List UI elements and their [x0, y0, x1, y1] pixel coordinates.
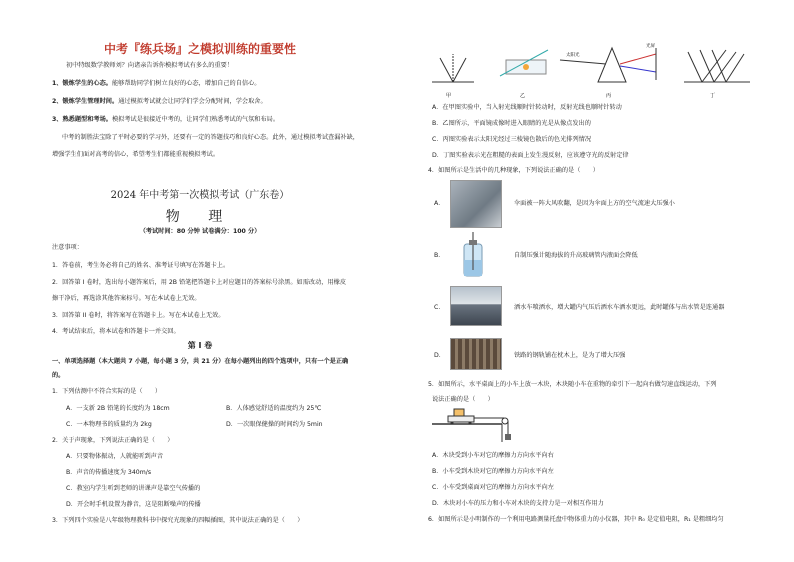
intro-line: 初中特级数学教师刘？向诸亲告诉你模拟考试有多么的重要！: [66, 62, 234, 69]
q5-option-a: A．木块受到小车对它的摩擦力方向水平向右: [432, 452, 554, 459]
exam-meta: （考试时间：80 分钟 试卷满分：100 分）: [139, 228, 261, 235]
figure-yi: [500, 50, 548, 76]
label-bing: 丙: [606, 93, 612, 99]
q3-option-a: A．在甲图实验中，当入射光线顺时针转动时，反射光线也顺时针转动: [432, 104, 622, 111]
q2-option-a: A．只要物体振动，人就能听到声音: [66, 453, 164, 460]
q3-option-b: B．乙图所示，平面镜成像时进入眼睛的光是从像点发出的: [432, 120, 591, 127]
label-ding: 丁: [710, 93, 716, 99]
q4-option-a-letter: A．: [434, 200, 445, 207]
sprinkler-truck-photo: [450, 286, 502, 326]
figure-ding: [684, 50, 750, 82]
pressure-bottle-figure: [458, 230, 488, 280]
figure-jia: [432, 54, 474, 82]
q2-option-b: B．声音的传播速度为 340m/s: [66, 469, 152, 476]
q3-option-c: C．丙图实验表示太阳光经过三棱镜色散后的色光排列情况: [432, 136, 592, 143]
section-heading: 一、单项选择题（本大题共 7 小题，每小题 3 分，共 21 分）在每小题列出的四个选项中，只有一个是正确: [52, 358, 349, 365]
label-screen: 光屏: [646, 44, 655, 49]
q5-option-d: D．木块对小车的压力和小车对木块的支持力是一对相互作用力: [432, 500, 604, 507]
q1-option-a: A．一支新 2B 铅笔的长度约为 18cm: [66, 405, 170, 412]
question-5-cont: 说法正确的是（ ）: [432, 396, 494, 403]
label-jia: 甲: [446, 93, 452, 99]
q4-option-c-text: 洒水车喷洒水，增大罐内气压后洒水车洒水更远，此时罐体与出水管是连通器: [514, 304, 725, 311]
q3-option-d: D．丁图实验表示光在粗糙的表面上发生漫反射，应该遵守光的反射定律: [432, 152, 629, 159]
label-yi: 乙: [520, 93, 526, 99]
q1-option-d: D．一次眼保健操的时间约为 5min: [226, 421, 323, 428]
q4-option-a-text: 伞面被一阵大风吹翻，是因为伞面上方的空气流速大压强小: [514, 200, 675, 207]
q4-option-c-letter: C．: [434, 304, 445, 311]
q4-option-b-letter: B．: [434, 252, 445, 259]
label-sunlight: 太阳光: [566, 53, 580, 58]
right-column: [400, 0, 794, 562]
question-5: 5．如图所示，水平桌面上的小车上放一木块，木块随小车在重物的牵引下一起向右做匀速直线运动，下列: [428, 381, 717, 388]
question-6: 6．如图所示是小明制作的一个利用电路测量托盘中物体重力的小仪器，其中 R₀ 是定值电阻，R₁ 是粗细均匀: [428, 516, 724, 523]
point-3: 3、熟悉题型和考场。模拟考试是很接近中考的，让同学们熟悉考试的气氛和布局。: [52, 116, 280, 123]
note-2-cont: 擦干净后，再选涂其他答案标号。写在本试卷上无效。: [52, 295, 201, 302]
optics-figures: [430, 42, 770, 102]
part-title: 第 I 卷: [187, 341, 213, 350]
question-1: 1．下列估测中不符合实际的是（ ）: [52, 388, 162, 395]
subject-title: 物 理: [165, 209, 235, 225]
q2-option-c: C．教室内学生听到老师的讲课声是靠空气传播的: [66, 485, 201, 492]
q5-option-b: B．小车受到木块对它的摩擦力方向水平向左: [432, 468, 554, 475]
intro-paragraph-line-2: 增强学生们面对高考的信心，希望考生们都能重视模拟考试。: [52, 151, 220, 158]
note-2: 2．回答第 I 卷时，选出每小题答案后，用 2B 铅笔把答题卡上对应题目的答案标号涂黑。如需改动，用橡皮: [52, 279, 347, 286]
umbrella-photo: [450, 180, 502, 228]
q4-option-b-text: 自制压强计随海拔的升高玻璃管内液面会降低: [514, 252, 638, 259]
q4-option-d-text: 铁路的钢轨铺在枕木上，是为了增大压强: [514, 352, 626, 359]
question-3: 3．下列四个实验是八年级物理教科书中探究光现象的四幅插图，其中说法正确的是（ ）: [52, 517, 304, 524]
cart-figure: [430, 404, 520, 444]
section-heading-cont: 的。: [52, 372, 65, 379]
promo-banner: 中考『练兵场』之模拟训练的重要性: [103, 42, 296, 56]
intro-paragraph-line-1: 中考的制胜法宝除了平时必要的学习外，还要有一定的答题技巧和良好心态。此外，通过模拟考试查漏补缺，: [62, 134, 359, 141]
q2-option-d: D．开会时手机设置为静音，这是阻断噪声的传播: [66, 501, 201, 508]
note-1: 1．答卷前，考生务必将自己的姓名、准考证号填写在答题卡上。: [52, 262, 230, 269]
note-3: 3．回答第 II 卷时，将答案写在答题卡上。写在本试卷上无效。: [52, 312, 225, 319]
question-2: 2．关于声现象，下列说法正确的是（ ）: [52, 437, 174, 444]
notes-heading: 注意事项：: [52, 244, 83, 251]
q1-option-c: C．一本物理书的质量约为 2kg: [66, 421, 152, 428]
exam-title: 2024 年中考第一次模拟考试（广东卷）: [110, 190, 290, 201]
point-1: 1、锻炼学生的心态。能够帮助同学们树立良好的心态，增加自己的自信心。: [52, 80, 261, 87]
q4-option-d-letter: D．: [434, 352, 445, 359]
railway-photo: [450, 338, 502, 370]
note-4: 4．考试结束后，将本试卷和答题卡一并交回。: [52, 328, 180, 335]
q1-option-b: B．人体感觉舒适的温度约为 25℃: [226, 405, 322, 412]
q5-option-c: C．小车受到桌面对它的摩擦力方向水平向左: [432, 484, 554, 491]
question-4: 4．如图所示是生活中的几种现象，下列说法正确的是（ ）: [428, 167, 599, 174]
point-2: 2、锻炼学生管理时间。通过模拟考试就会让同学们学会分配时间，学会取舍。: [52, 98, 267, 105]
